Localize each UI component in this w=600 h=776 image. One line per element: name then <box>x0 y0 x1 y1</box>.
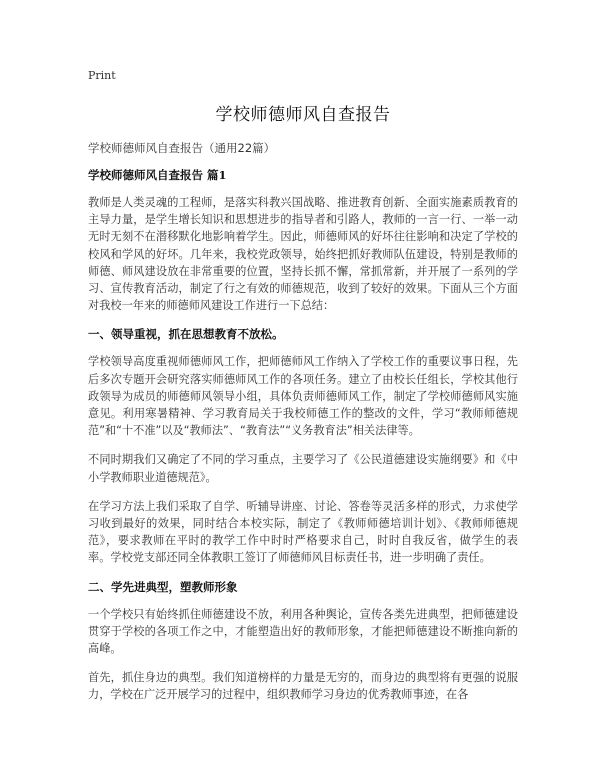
section-1-heading: 一、领导重视，抓在思想教育不放松。 <box>88 327 284 342</box>
section-2-heading: 二、学先进典型，塑教师形象 <box>88 579 238 594</box>
section-1-paragraph: 不同时期我们又确定了不同的学习重点，主要学习了《公民道德建设实施纲要》和《中小学教师职业道德规范》。 <box>88 453 518 484</box>
section-2-paragraph: 首先，抓住身边的典型。我们知道榜样的力量是无穷的，而身边的典型将有更强的说服力，学校在广泛开展学习的过程中，组织教师学习身边的优秀教师事迹，在各 <box>88 671 518 702</box>
document-page <box>88 68 518 716</box>
section-1-paragraph: 在学习方法上我们采取了自学、听辅导讲座、讨论、答卷等灵活多样的形式，力求使学习收到最好的效果，同时结合本校实际，制定了《教师师德培训计划》、《教师师德规范》，要求教师在平时的教学工作中时时严格要求自己，时时自我反省，做学生的表率。学校党支部还同全体教职工签订了师德师风目标责任书，进一步明确了责任。 <box>88 499 518 565</box>
article-heading: 学校师德师风自查报告 篇1 <box>88 168 227 182</box>
document-title: 学校师德师风自查报告 <box>215 105 391 125</box>
section-1-paragraph: 学校领导高度重视师德师风工作，把师德师风工作纳入了学校工作的重要议事日程，先后多次专题开会研究落实师德师风工作的各项任务。建立了由校长任组长，学校其他行政领导为成员的师德师风领导小组，具体负责师德师风工作，制定了学校师德师风实施意见。利用寒暑精神、学习教育局关于我校师德工作的整改的文件，学习“教师师德规范”和“十不准”以及“教师法”、“教育法”“义务教育法”相关法律等。 <box>88 355 518 438</box>
document-subtitle: 学校师德师风自查报告（通用22篇） <box>88 141 276 155</box>
intro-paragraph: 教师是人类灵魂的工程师，是落实科教兴国战略、推进教育创新、全面实施素质教育的主导力量，是学生增长知识和思想进步的指导者和引路人，教师的一言一行、一举一动无时无刻不在潜移默化地影响着学生。因此，师德师风的好坏往往影响和决定了学校的校风和学风的好坏。几年来，我校党政领导，始终把抓好教师队伍建设，特别是教师的师德、师风建设放在非常重要的位置，坚持长抓不懈，常抓常新，并开展了一系列的学习、宣传教育活动，制定了行之有效的师德规范，收到了较好的效果。下面从三个方面对我校一年来的师德师风建设工作进行一下总结： <box>88 196 518 313</box>
section-2-paragraph: 一个学校只有始终抓住师德建设不放，利用各种舆论，宣传各类先进典型，把师德建设贯穿于学校的各项工作之中，才能塑造出好的教师形象，才能把师德建设不断推向新的高峰。 <box>88 607 518 656</box>
print-link[interactable]: Print <box>88 69 116 82</box>
